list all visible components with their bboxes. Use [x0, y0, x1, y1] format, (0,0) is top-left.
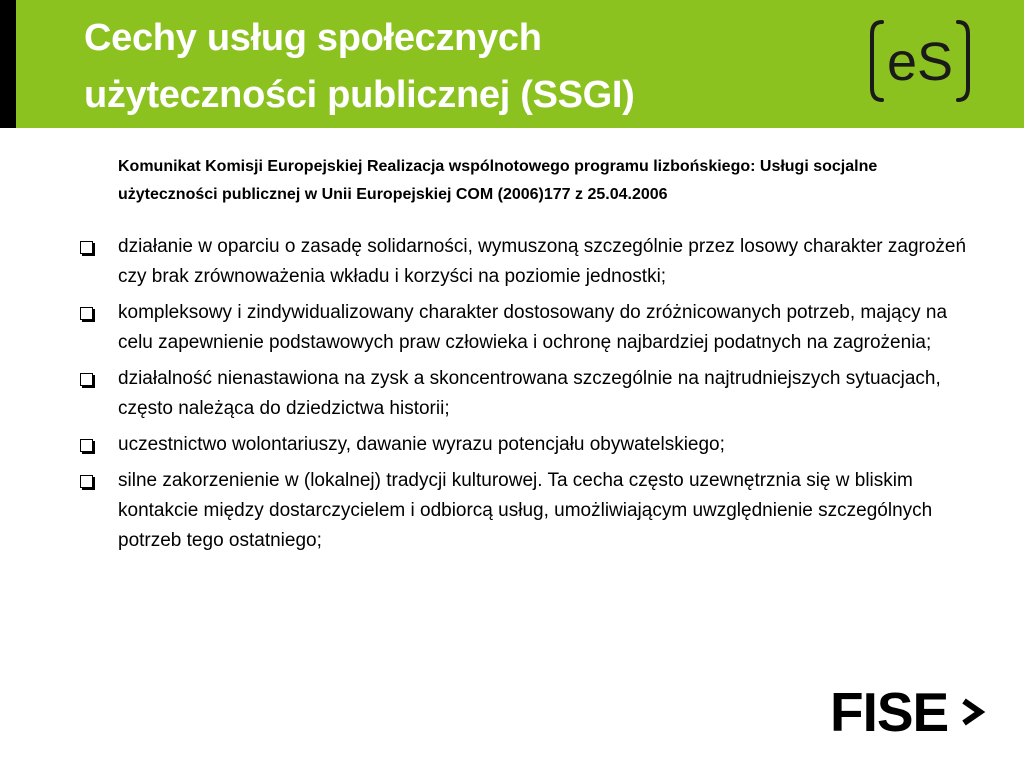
checkbox-bullet-icon [80, 439, 93, 452]
es-logo-text: eS [886, 32, 954, 92]
list-item [0, 232, 978, 292]
list-item [0, 298, 978, 358]
fise-logo [830, 681, 990, 743]
list-item [0, 430, 978, 460]
list-item-text: kompleksowy i zindywidualizowany charakter dostosowany do zróżnicowanych potrzeb, mający na celu zapewnienie podstawowych praw człowieka i ochronę najbardziej podatnych na zagrożenia; [118, 302, 948, 353]
list-item-text: działalność nienastawiona na zysk a skoncentrowana szczególnie na najtrudniejszych sytuacjach, często należąca do dziedzictwa historii; [118, 368, 941, 419]
title-line-2: użyteczności publicznej (SSGI) [84, 74, 635, 116]
list-item-text: uczestnictwo wolontariuszy, dawanie wyrazu potencjału obywatelskiego; [118, 434, 725, 455]
checkbox-bullet-icon [80, 475, 93, 488]
checkbox-bullet-icon [80, 241, 93, 254]
feature-list [0, 232, 1024, 562]
list-item-text: silne zakorzenienie w (lokalnej) tradycji kulturowej. Ta cecha często uzewnętrznia się w bliskim kontakcie między dostarczycielem i odbiorcą usług, umożliwiającym uwzględnienie szczególnych potrzeb tego ostatniego; [118, 470, 933, 551]
list-item-text: działanie w oparciu o zasadę solidarności, wymuszoną szczególnie przez losowy charakter zagrożeń czy brak zrównoważenia wkładu i korzyści na poziomie jednostki; [118, 236, 967, 287]
page-title [84, 10, 824, 124]
checkbox-bullet-icon [80, 307, 93, 320]
chevron-right-icon [960, 698, 986, 726]
title-line-1: Cechy usług społecznych [84, 17, 542, 59]
header-stripe [0, 0, 16, 128]
fise-logo-text: FISE [830, 681, 949, 743]
checkbox-bullet-icon [80, 373, 93, 386]
source-citation: Komunikat Komisji Europejskiej Realizacja wspólnotowego programu lizbońskiego: Usługi socjalne użyteczności publicznej w Unii Europejskiej COM (2006)177 z 25.04.2006 [118, 158, 878, 203]
list-item [0, 364, 978, 424]
header-bar [0, 0, 1024, 128]
es-logo-icon [868, 16, 972, 106]
list-item [0, 466, 978, 556]
